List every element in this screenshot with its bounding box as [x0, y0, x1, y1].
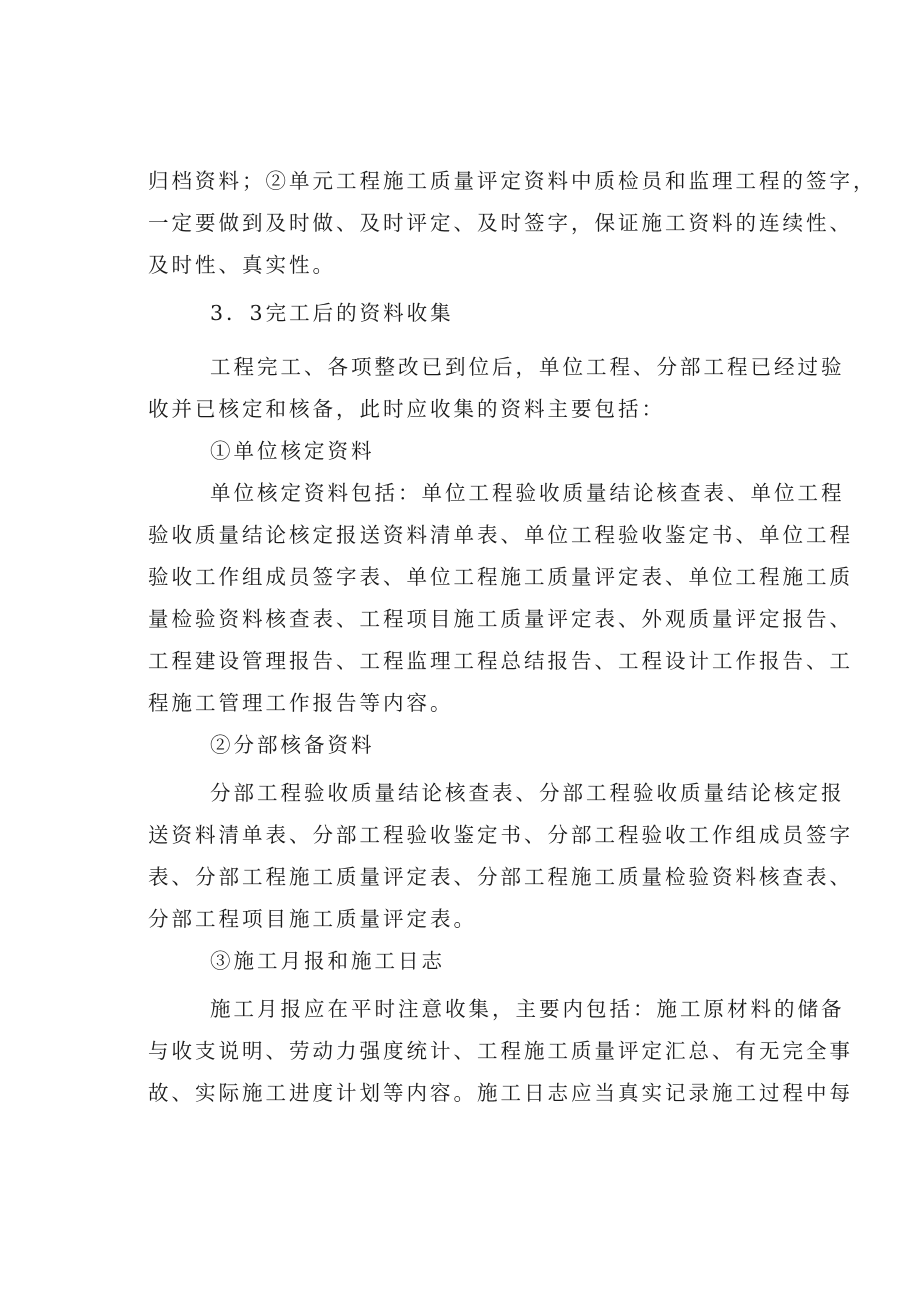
paragraph-line: 表、分部工程施工质量评定表、分部工程施工质量检验资料核查表、 [148, 865, 853, 889]
paragraph-line: 分部工程验收质量结论核查表、分部工程验收质量结论核定报 [210, 781, 845, 805]
subsection-heading: ②分部核备资料 [210, 733, 375, 757]
paragraph-line: 工程建设管理报告、工程监理工程总结报告、工程设计工作报告、工 [148, 649, 853, 673]
document-body [148, 160, 877, 1114]
paragraph-line: 与收支说明、劳动力强度统计、工程施工质量评定汇总、有无完全事 [148, 1039, 853, 1063]
paragraph-line: 及时性、真实性。 [148, 253, 336, 277]
subsection-heading: ①单位核定资料 [210, 439, 375, 463]
paragraph-line: 程施工管理工作报告等内容。 [148, 691, 454, 715]
paragraph-line: 分部工程项目施工质量评定表。 [148, 907, 477, 931]
paragraph-line: 送资料清单表、分部工程验收鉴定书、分部工程验收工作组成员签字 [148, 823, 853, 847]
paragraph-line: 一定要做到及时做、及时评定、及时签字，保证施工资料的连续性、 [148, 211, 853, 235]
paragraph-line: 量检验资料核查表、工程项目施工质量评定表、外观质量评定报告、 [148, 607, 853, 631]
section-heading: 3．3完工后的资料收集 [210, 301, 454, 325]
paragraph-line: 验收工作组成员签字表、单位工程施工质量评定表、单位工程施工质 [148, 565, 853, 589]
paragraph-line: 故、实际施工进度计划等内容。施工日志应当真实记录施工过程中每 [148, 1081, 853, 1105]
subsection-heading: ③施工月报和施工日志 [210, 949, 445, 973]
paragraph-line: 归档资料；②单元工程施工质量评定资料中质检员和监理工程的签字， [148, 169, 877, 193]
paragraph-line: 施工月报应在平时注意收集，主要内包括：施工原材料的储备 [210, 997, 845, 1021]
paragraph-line: 验收质量结论核定报送资料清单表、单位工程验收鉴定书、单位工程 [148, 523, 853, 547]
paragraph-line: 工程完工、各项整改已到位后，单位工程、分部工程已经过验 [210, 355, 845, 379]
paragraph-line: 单位核定资料包括：单位工程验收质量结论核查表、单位工程 [210, 481, 845, 505]
paragraph-line: 收并已核定和核备，此时应收集的资料主要包括： [148, 397, 665, 421]
